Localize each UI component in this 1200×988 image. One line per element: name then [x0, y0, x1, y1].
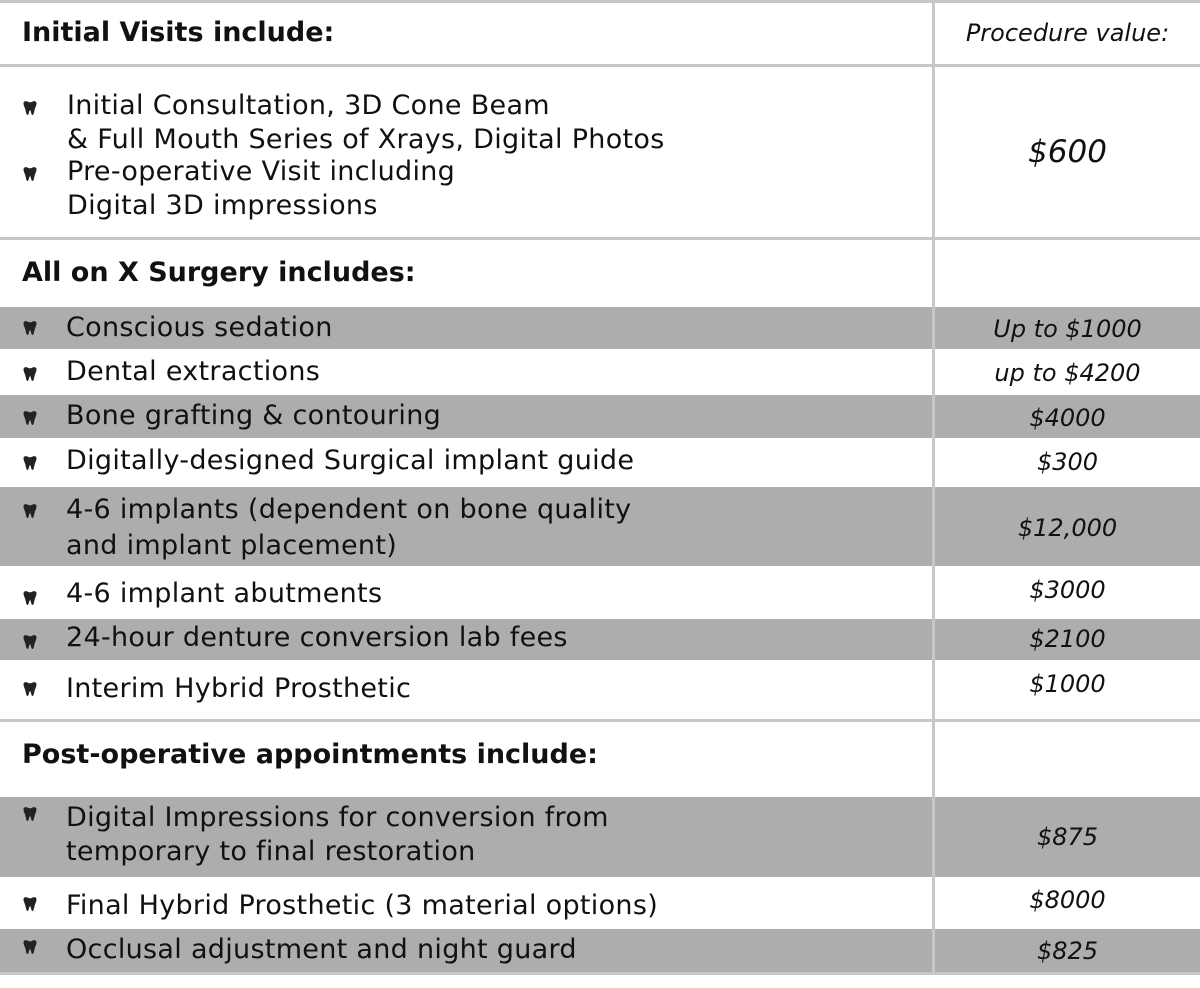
item-digital-impressions — [66, 801, 609, 869]
tooth-icon — [22, 634, 38, 650]
tooth-icon — [22, 939, 38, 955]
value-night-guard: $825 — [1036, 937, 1099, 965]
item-initial-consultation — [67, 89, 665, 157]
value-initial-visits: $600 — [1028, 134, 1107, 170]
value-conscious-sedation: Up to $1000 — [993, 315, 1142, 343]
divider — [0, 64, 1200, 67]
item-final-prosthetic: Final Hybrid Prosthetic (3 material options) — [66, 890, 659, 921]
item-line: Initial Consultation, 3D Cone Beam — [67, 90, 550, 121]
item-lab-fees: 24-hour denture conversion lab fees — [66, 622, 568, 653]
tooth-icon — [22, 320, 38, 336]
tooth-icon — [22, 590, 38, 606]
item-pre-operative-visit — [67, 155, 455, 223]
value-implant-abutments: $3000 — [1029, 576, 1106, 604]
value-surgical-guide: $300 — [1036, 448, 1099, 476]
item-dental-extractions: Dental extractions — [66, 356, 321, 387]
value-final-prosthetic: $8000 — [1029, 886, 1106, 914]
item-line: & Full Mouth Series of Xrays, Digital Photos — [67, 124, 665, 155]
item-implant-abutments: 4-6 implant abutments — [66, 578, 383, 609]
section-header-initial-visits: Initial Visits include: — [22, 17, 335, 48]
value-implants: $12,000 — [1017, 514, 1118, 542]
item-conscious-sedation: Conscious sedation — [66, 312, 333, 343]
tooth-icon — [22, 896, 38, 912]
item-interim-prosthetic: Interim Hybrid Prosthetic — [66, 673, 412, 704]
item-line: Pre-operative Visit including — [67, 156, 456, 187]
value-bone-grafting: $4000 — [1029, 404, 1106, 432]
item-line: Digital Impressions for conversion from — [66, 802, 609, 833]
tooth-icon — [22, 166, 38, 182]
section-header-post-operative: Post-operative appointments include: — [22, 739, 598, 770]
divider — [0, 0, 1200, 3]
divider — [0, 972, 1200, 975]
value-digital-impressions: $875 — [1036, 823, 1099, 851]
tooth-icon — [22, 806, 38, 822]
item-line: Digital 3D impressions — [67, 190, 378, 221]
tooth-icon — [22, 410, 38, 426]
tooth-icon — [22, 366, 38, 382]
item-surgical-guide: Digitally-designed Surgical implant guide — [66, 445, 635, 476]
divider — [0, 237, 1200, 240]
item-implants — [66, 492, 631, 564]
procedure-value-label: Procedure value: — [965, 19, 1170, 47]
item-line: 4-6 implants (dependent on bone quality — [66, 494, 632, 525]
item-night-guard: Occlusal adjustment and night guard — [66, 934, 577, 965]
value-interim-prosthetic: $1000 — [1029, 670, 1106, 698]
tooth-icon — [22, 503, 38, 519]
item-bone-grafting: Bone grafting & contouring — [66, 400, 442, 431]
item-line: and implant placement) — [66, 530, 398, 561]
divider — [0, 719, 1200, 722]
section-header-surgery: All on X Surgery includes: — [22, 257, 416, 288]
tooth-icon — [22, 681, 38, 697]
tooth-icon — [22, 100, 38, 116]
value-lab-fees: $2100 — [1029, 625, 1106, 653]
tooth-icon — [22, 455, 38, 471]
value-dental-extractions: up to $4200 — [994, 359, 1141, 387]
item-line: temporary to final restoration — [66, 836, 476, 867]
